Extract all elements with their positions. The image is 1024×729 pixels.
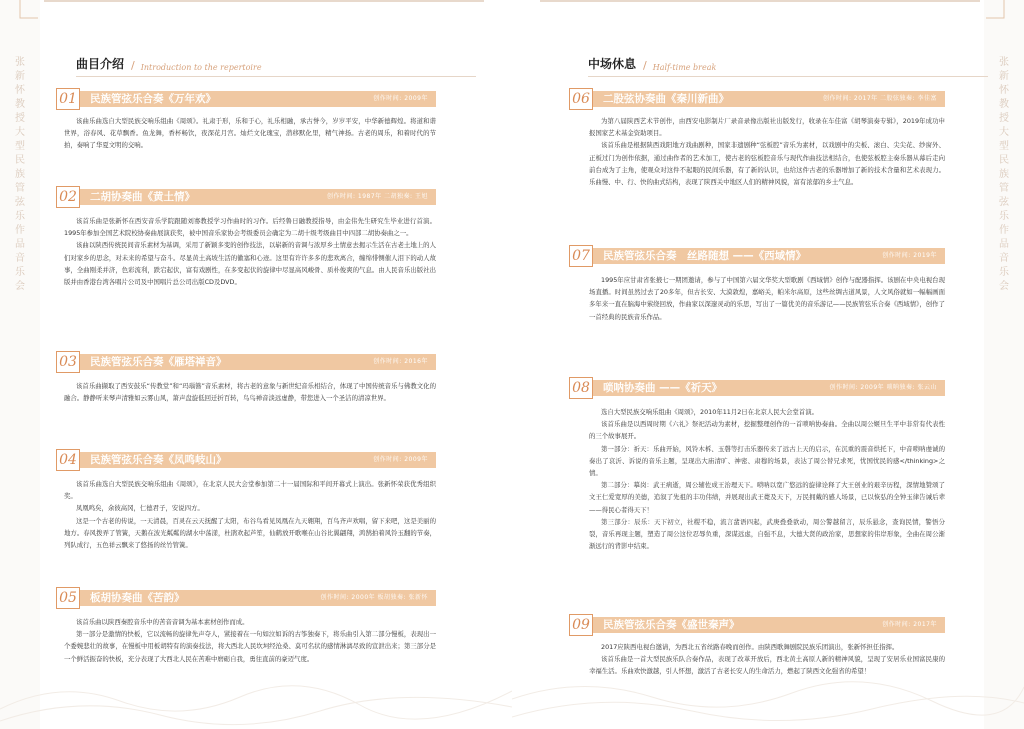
header-subtitle: Half-time break	[652, 63, 717, 72]
section-title: 民族管弦乐合奏《凤鸣岐山》	[90, 454, 227, 466]
section-title: 民族管弦乐合奏《雁塔禅音》	[90, 356, 227, 368]
section-body	[64, 215, 436, 288]
section-meta: 创作时间: 1987年 二胡独奏: 王旭	[326, 193, 428, 200]
section-body	[64, 478, 436, 551]
paragraph: 该首乐曲是根据陕西戏阳地方戏曲剧种，国家非遗剧种“弦板腔”音乐为素材，以戏剧中的尖板、滚白、尖尖花、纱窗外、正板过门为创作依据，通过曲作者的艺术加工，使古老的弦板腔音乐与现代作曲技法相结合，也使弦板腔主奏乐器从幕后走向前台成为了主角，使观众对这件不起眼的民间乐器，有了新的认识，也给这件古老的乐器增加了新的技术含量和艺术表现力。乐曲慢、中、行、快的曲式结构，表现了陕西关中地区人们的精神风貌，富有浓郁的乡土气息。	[589, 141, 945, 187]
swirl-decoration-icon	[512, 639, 1024, 729]
paragraph: 凤凰鸣矣，余彼高冈，仁德君子，安说四方。	[76, 504, 204, 513]
paragraph: 该曲以陕西传统民间音乐素材为基调，采用了新颖多变的创作技法，以崭新的音调与浓厚乡土情意去揭示生活在古老土地上的人们对家乡的思念，对未来的希望与奋斗。尽显黄土高坡生活的徽塞和心迹。这里有许许多多的悲欢离合，缠绵悱恻催人泪下的动人故事，全曲刚柔并济，色彩流利，跌宕起伏，富有戏剧性，在多变起伏的旋律中尽显高风峻骨、质朴俊爽的气息。由人民音乐出版社出版并由香港台湾各唱片公司及中国唱片总公司出版CD及DVD。	[64, 241, 436, 287]
section-body	[589, 274, 945, 323]
section-meta: 创作时间: 2019年	[882, 252, 937, 259]
section-body	[64, 380, 436, 404]
header-title: 曲目介绍	[76, 57, 125, 71]
paragraph: 该首乐曲以陕西秦腔音乐中的苦音音调为基本素材创作而成。	[76, 618, 249, 626]
header-slash: /	[131, 59, 135, 72]
section-number: 03	[56, 351, 80, 373]
header-slash: /	[643, 59, 647, 72]
section-title: 二胡协奏曲《黄土情》	[90, 191, 195, 203]
section-meta: 创作时间: 2009年	[373, 456, 428, 463]
section-title: 唢呐协奏曲 ——《祈天》	[603, 382, 723, 394]
section-meta: 创作时间: 2017年 二股弦独奏: 李佳富	[822, 95, 937, 102]
right-spine	[984, 0, 1024, 729]
section-title: 二股弦协奏曲《秦川新曲》	[603, 93, 729, 105]
top-rule	[44, 0, 484, 2]
section-number: 06	[569, 88, 593, 110]
paragraph: 为第八届陕西艺术节创作，由西安电影制片厂录音录像出版社出版发行，收录在车佳富《胡琴演奏专辑》，2019年成功申报国家艺术基金资助项目。	[589, 117, 945, 138]
section-body	[64, 115, 436, 152]
section-body	[589, 115, 945, 188]
section-title: 板胡协奏曲《苦韵》	[90, 592, 185, 604]
section-meta: 创作时间: 2000年 板胡独奏: 张新怀	[320, 594, 428, 601]
paragraph: 这是一个古老的传说，一天清晨，百灵在云天抚醒了太阳，布谷鸟看见凤凰在九天翱翔，百鸟齐声欢唱，留下来吧，这是美丽的地方。春风拨弄了管簧，天鹅在波光粼粼的湖水中荡漾，杜鹃欢起芦笙，仙鹤放开歌喉在山谷比翼翩翔，鸿鹄拍着风铃玉翻的节奏，列队成行，五色祥云飘来了悠扬的丝竹管簧。	[64, 516, 436, 550]
header-rule	[76, 76, 476, 77]
section-meta: 创作时间: 2009年	[373, 95, 428, 102]
section-number: 05	[56, 587, 80, 609]
swirl-decoration-icon	[0, 639, 512, 729]
section-number: 09	[569, 614, 593, 636]
section-title: 民族管弦乐合奏 丝路随想 ——《西域情》	[603, 250, 807, 262]
vertical-title: 张新怀教授大型民族管弦乐作品音乐会	[999, 57, 1009, 292]
paragraph: 该曲乐曲选自大型民族交响乐组曲《周颂》。礼肃于形，乐和于心，礼乐相融，承古誉今，岁岁平安，中华新德辉煌。将道和谐世界，浴春风、花草飘香。鱼龙舞，香杯畅饮，夜深花月宫。灿烂文化瑰宝，潜移默化里，精气神扬。古老的周乐，和着时代的节拍，奏响了华夏文明的交响。	[64, 117, 436, 150]
page-header	[588, 50, 716, 72]
section-number: 02	[56, 186, 80, 208]
page-header	[76, 50, 262, 72]
header-subtitle: Introduction to the repertoire	[140, 63, 262, 72]
paragraph: 第二部分：摹岗：武王病逝，周公辅佐成王治理天下。唢呐以宽广悠远的旋律诠释了大王创业的艰辛历程，深情地赞颂了文王仁爱宽厚的美德，追叙了先祖的丰功伟绩，并展现出武王薨及天下，万民拥戴的感人场景，已以恢弘的全钟玉律告诫后辈——得民心者得天下！	[589, 481, 945, 514]
paragraph: 2017应陕西电视台邀请，为西北五省丝路春晚而创作。由陕西歌舞剧院民族乐团演出，张新怀担任指挥。	[601, 643, 899, 651]
right-page	[512, 0, 1024, 729]
paragraph: 选自大型民族交响乐组曲《周颂》，2010年11月2日在北京人民大会堂首演。	[601, 408, 818, 416]
section-meta: 创作时间: 2016年	[373, 358, 428, 365]
corner-ornament-icon	[984, 0, 1006, 30]
section-meta: 创作时间: 2009年 唢呐独奏: 张云山	[829, 384, 937, 391]
header-rule	[588, 76, 988, 77]
left-spine	[0, 0, 40, 729]
paragraph: 1995年应甘肃省张掖七一期团邀请，参与了中国第六届文华奖大型歌剧《西域情》创作与配器指挥。该剧在中央电视台现场直播。时间虽然过去了20多年，但古长安、大漠敦煌，嘉峪关，帕米尔高原，这些丝绸古道风景，人文风俗就如一幅幅画面多年来一直在脑海中萦绕回放，作曲家以深邃灵动的乐思，写出了一篇优美的音乐游记——民族管弦乐合奏《西域情》，创作了一首经典的民族音乐作品。	[589, 276, 945, 321]
section-number: 01	[56, 88, 80, 110]
paragraph: 该首乐曲是一首大型民族乐队合奏作品，表现了改革开放后，西北黄土高原人新的精神风貌，呈现了安居乐业国富民康的幸福生活。乐曲欢快激越，引人怀想，激活了古老长安人的生命活力，燃起了陕西文化强省的希望！	[589, 655, 945, 676]
section-body	[589, 406, 945, 552]
paragraph: 第三部分：辰乐：天下初立，社稷不稳，流言蜚语四起，武庚叠叠欲动，周公警越留言，辰乐悬念，查询民情，警悟分裂，音乐再现主题，塑造了周公这位忍辱负重，深谋远虑，自强不息，大德大贤的政治家，思想家的伟岸形象，全曲在周公渐渐远行的背影中结束。	[589, 517, 945, 551]
corner-ornament-icon	[18, 0, 40, 30]
paragraph: 该首乐曲选自大型民族交响乐组曲《周颂》，在北京人民大会堂参加第二十一届国际和平间开幕式上演出。张新怀荣获优秀组织奖。	[64, 480, 436, 501]
top-rule	[540, 0, 980, 2]
paragraph: 该首乐曲是以西周时期《六礼》祭祀活动为素材，挖掘整理创作的一首唢呐协奏曲。全曲以周公姬旦生平中非常有代表性的三个故事展开。	[589, 420, 945, 441]
paragraph: 该首乐曲是张新怀在西安音乐学院跟随刘骞教授学习作曲时的习作。后经鲁日融教授指导，由金伟先生研究生毕业进行首演。1995年参加全国艺术院校协奏曲展演获奖，被中国音乐家协会考级委员会确定为二胡十级考级曲目中四部二胡协奏曲之一。	[64, 217, 436, 238]
vertical-title: 张新怀教授大型民族管弦乐作品音乐会	[15, 57, 25, 292]
section-number: 07	[569, 245, 593, 267]
header-title: 中场休息	[588, 57, 637, 71]
section-number: 08	[569, 377, 593, 399]
paragraph: 第一部分是激情的快板，它以流畅的旋律先声夺人，紧接着在一句如泣如诉的古筝独奏下，将乐曲引入第二部分慢板，表现出一个委婉悲壮的故事，在慢板中用板胡特有的演奏技法，将大西北人民坎坷经沧桑、莫可名状的感情淋漓尽致的宣泄出来；第三部分是一个鲜活振奋的快板，充分表现了大西北人民在苦难中磨砺自我，勇往直前的豪迈气度。	[64, 630, 436, 663]
section-number: 04	[56, 449, 80, 471]
paragraph: 该首乐曲撷取了西安鼓乐“传教堂”和“玛瑙簪”音乐素材，将古老的意象与新世纪音乐相结合，体现了中国传统音乐与佛教文化的融合。静静听来琴声清雅如云雾山风，箫声盘旋低回迁折百转，鸟鸟禅音淡远虚静，带您进入一个圣洁的清凉世界。	[64, 382, 436, 403]
section-title: 民族管弦乐合奏《万年欢》	[90, 93, 216, 105]
paragraph: 第一部分：祈天：乐曲开始，风铃木柝、玉磬等打击乐器传来了远古上天的启示，在沉重的震音烘托下，中音唢呐虔诚的奏出了哀沂、诉说的音乐主题，呈现出大庙清旷、神密、肃穆的场景，表达了周公替兄求死，忧国忧民的感</thinking>之情。	[589, 444, 945, 478]
section-meta: 创作时间: 2017年	[882, 621, 937, 628]
section-title: 民族管弦乐合奏《盛世秦声》	[603, 619, 740, 631]
